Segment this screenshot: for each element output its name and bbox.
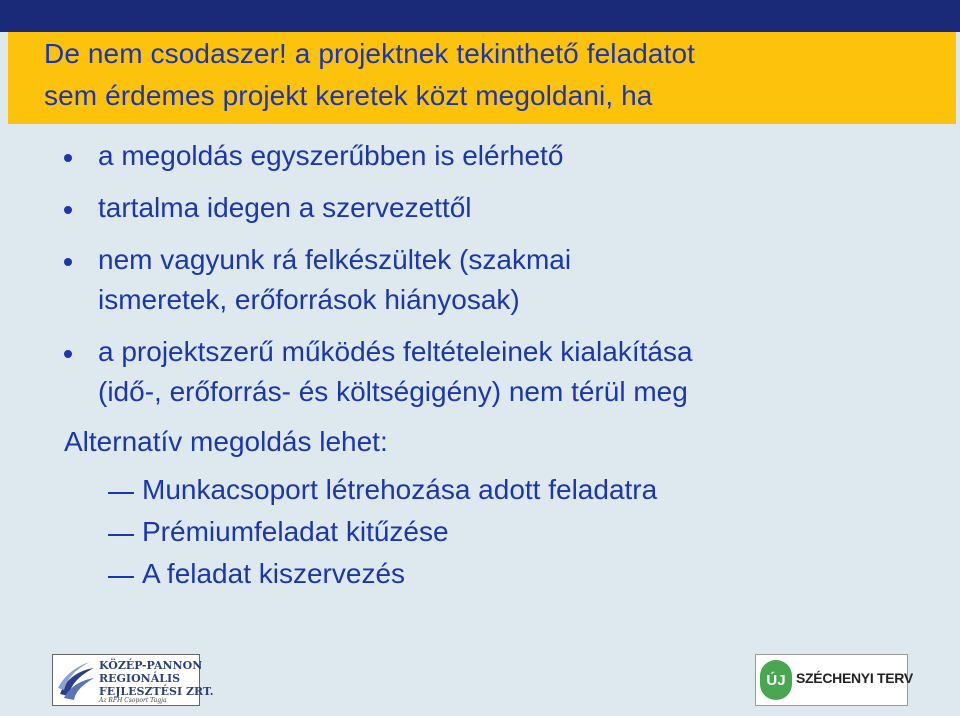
bullet-1-text: a megoldás egyszerűbben is elérhető — [98, 140, 564, 171]
sub-item-1: Munkacsoport létrehozása adott feladatra — [142, 474, 658, 505]
szechenyi-badge-icon — [760, 660, 792, 700]
bullet-2-text: tartalma idegen a szervezettől — [98, 192, 472, 223]
logo-line-3: FEJLESZTÉSI ZRT. — [99, 685, 214, 698]
sub-item-2: Prémiumfeladat kitűzése — [142, 516, 449, 547]
szechenyi-badge-text: ÚJ — [766, 672, 786, 689]
dash-marker — [108, 576, 134, 578]
logo-tagline: Az RFH Csoport Tagja — [99, 697, 167, 704]
bullet-3-line-1: nem vagyunk rá felkészültek (szakmai — [98, 244, 572, 275]
bullet-dot — [64, 154, 72, 162]
szechenyi-logo-text: SZÉCHENYI TERV — [796, 670, 913, 686]
pannon-swirl-icon — [56, 658, 96, 702]
dash-marker — [108, 534, 134, 536]
bullet-dot — [64, 206, 72, 214]
alternative-heading: Alternatív megoldás lehet: — [64, 426, 388, 457]
bullet-dot — [64, 258, 72, 266]
logo-line-1: KÖZÉP-PANNON — [99, 659, 203, 672]
szechenyi-terv-logo — [755, 654, 913, 706]
sub-item-3: A feladat kiszervezés — [142, 558, 406, 589]
top-strip — [0, 0, 960, 32]
title-line-1: De nem csodaszer! a projektnek tekinthető feladatot — [44, 38, 696, 69]
dash-marker — [108, 492, 134, 494]
bullet-3-line-2: ismeretek, erőforrások hiányosak) — [98, 284, 520, 315]
kozep-pannon-logo — [52, 654, 214, 706]
title-line-2: sem érdemes projekt keretek közt megoldani, ha — [44, 80, 653, 111]
bullet-4-line-2: (idő-, erőforrás- és költségigény) nem térül meg — [98, 376, 688, 407]
logo-line-2: REGIONÁLIS — [99, 672, 181, 685]
bullet-4-line-1: a projektszerű működés feltételeinek kialakítása — [98, 336, 693, 367]
bullet-dot — [64, 350, 72, 358]
